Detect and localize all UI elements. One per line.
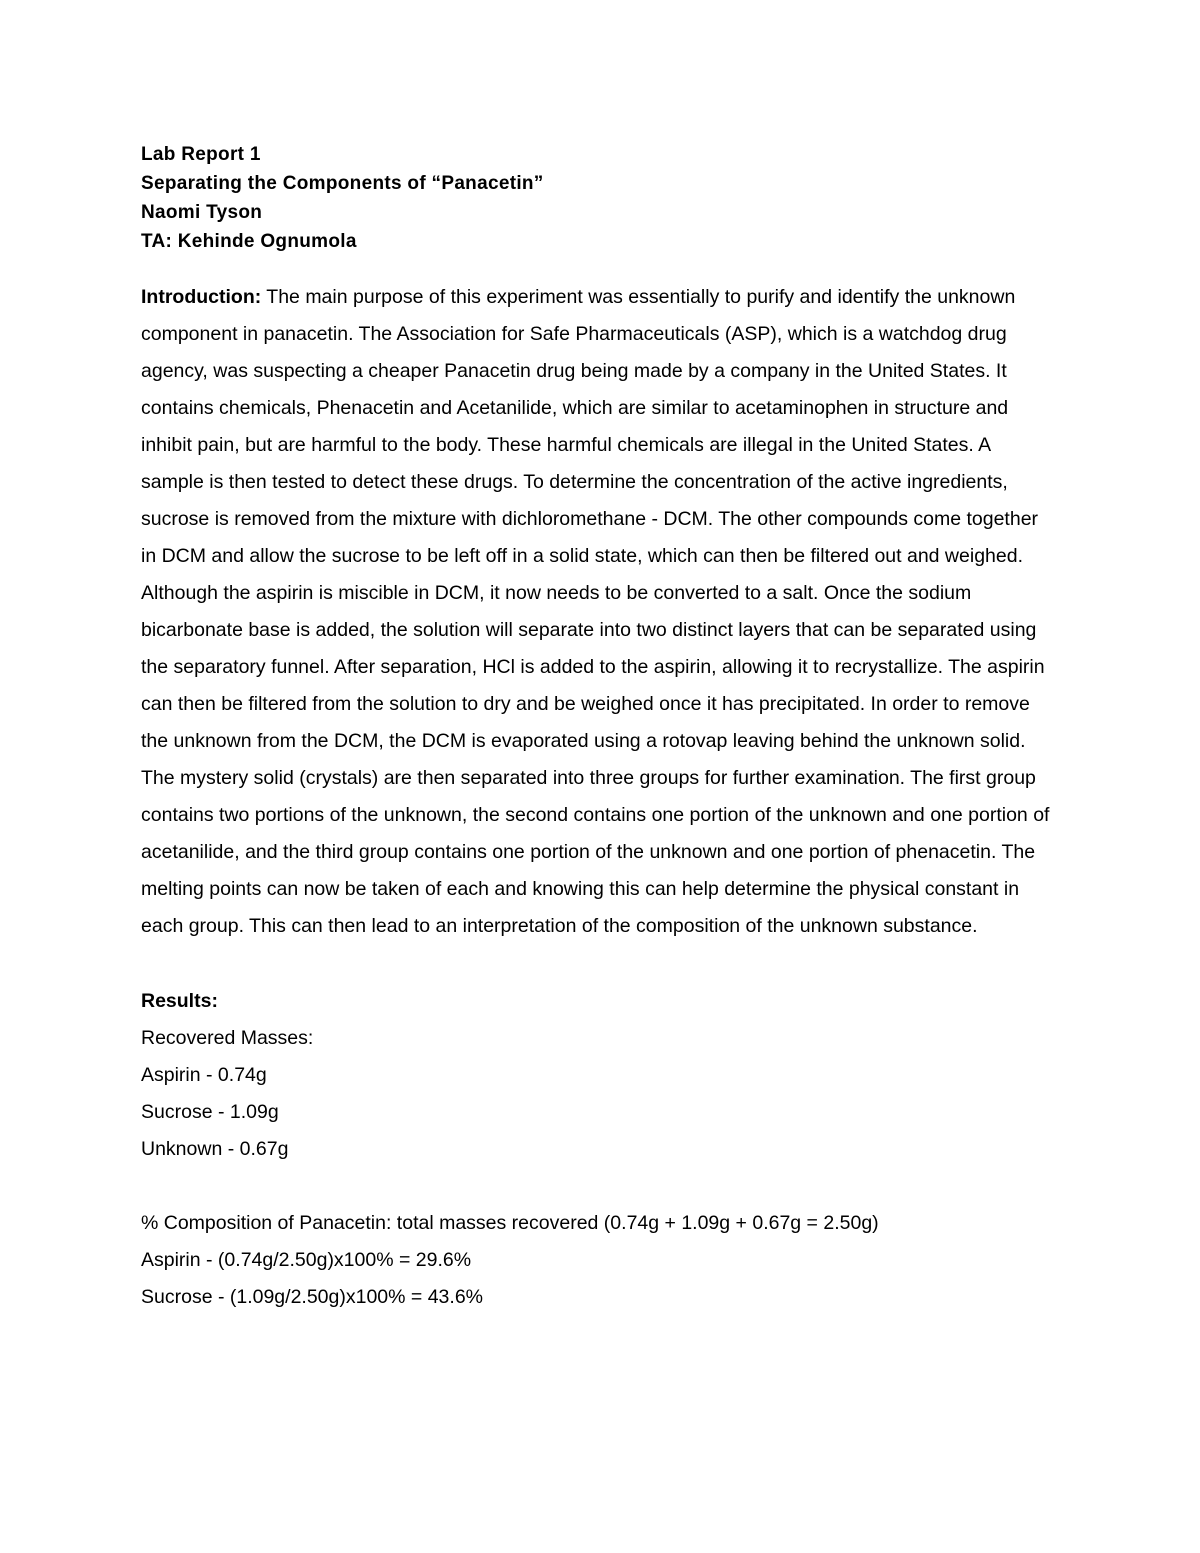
- report-title: Lab Report 1: [141, 144, 261, 165]
- introduction-label: Introduction:: [141, 286, 262, 308]
- report-subtitle: Separating the Components of “Panacetin”: [141, 173, 544, 194]
- composition-item: Aspirin - (0.74g/2.50g)x100% = 29.6%: [141, 1249, 472, 1271]
- composition-label: % Composition of Panacetin: total masses recovered (0.74g + 1.09g + 0.67g = 2.50g): [141, 1212, 879, 1234]
- results-heading: Results:: [141, 990, 218, 1012]
- report-header: [141, 140, 1056, 256]
- results-section: [141, 983, 1056, 1316]
- spacer: [141, 1168, 1056, 1205]
- mass-item: Unknown - 0.67g: [141, 1138, 289, 1160]
- report-author: Naomi Tyson: [141, 202, 263, 223]
- introduction-section: [141, 279, 1056, 945]
- introduction-text: The main purpose of this experiment was essentially to purify and identify the unknown component in panacetin. The Association for Safe Pharmaceuticals (ASP), which is a watchdog drug agency, was suspecting a cheaper Panacetin drug being made by a company in the United States. It contains chemicals, Phenacetin and Acetanilide, which are similar to acetaminophen in structure and inhibit pain, but are harmful to the body. These harmful chemicals are illegal in the United States. A sample is then tested to detect these drugs. To determine the concentration of the active ingredients, sucrose is removed from the mixture with dichloromethane - DCM. The other compounds come together in DCM and allow the sucrose to be left off in a solid state, which can then be filtered out and weighed. Although the aspirin is miscible in DCM, it now needs to be converted to a salt. Once the sodium bicarbonate base is added, the solution will separate into two distinct layers that can be separated using the separatory funnel. After separation, HCl is added to the aspirin, allowing it to recrystallize. The aspirin can then be filtered from the solution to dry and be weighed once it has precipitated. In order to remove the unknown from the DCM, the DCM is evaporated using a rotovap leaving behind the unknown solid. The mystery solid (crystals) are then separated into three groups for further examination. The first group contains two portions of the unknown, the second contains one portion of the unknown and one portion of acetanilide, and the third group contains one portion of the unknown and one portion of phenacetin. The melting points can now be taken of each and knowing this can help determine the physical constant in each group. This can then lead to an interpretation of the composition of the unknown substance.: [141, 286, 1050, 937]
- mass-item: Sucrose - 1.09g: [141, 1101, 279, 1123]
- composition-item: Sucrose - (1.09g/2.50g)x100% = 43.6%: [141, 1286, 484, 1308]
- report-ta: TA: Kehinde Ognumola: [141, 231, 357, 252]
- document-page: [141, 140, 1056, 1316]
- mass-item: Aspirin - 0.74g: [141, 1064, 267, 1086]
- recovered-masses-label: Recovered Masses:: [141, 1027, 314, 1049]
